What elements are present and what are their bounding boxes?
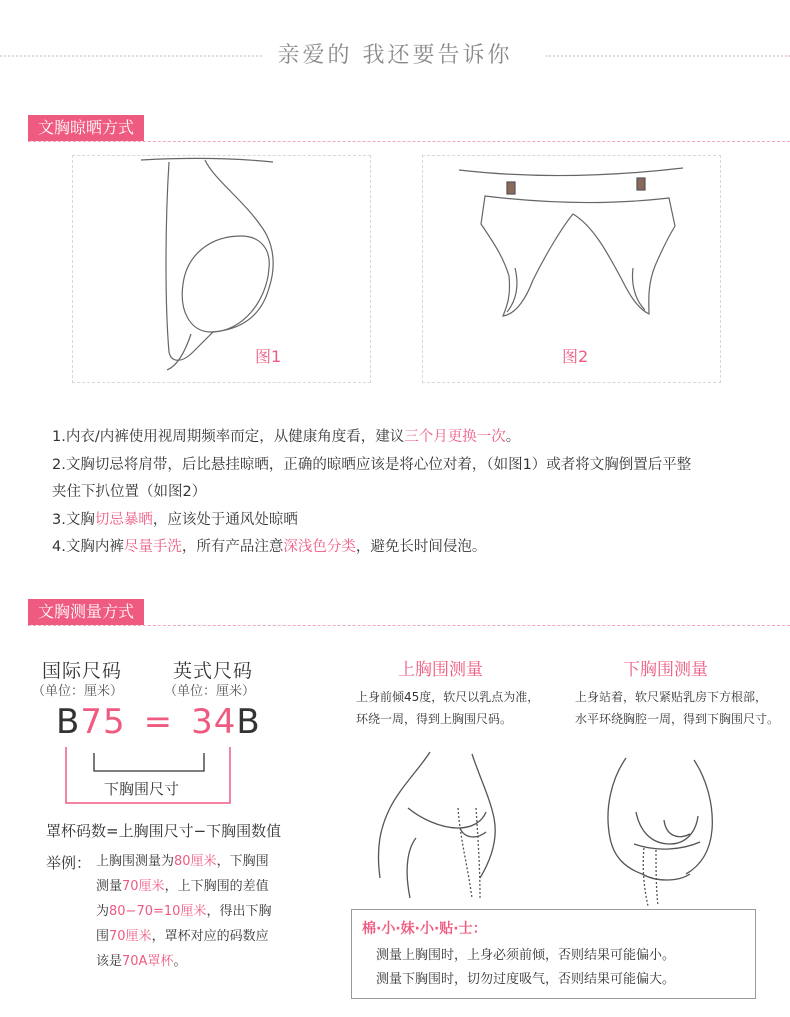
cup-formula: 罩杯码数=上胸围尺寸−下胸围数值 xyxy=(46,822,282,840)
example-line-3: 为80−70=10厘米，得出下胸 xyxy=(96,904,272,919)
figure-1-caption: 图1 xyxy=(255,347,282,366)
note-1: 1.内衣/内裤使用视周期频率而定，从健康角度看，建议三个月更换一次。 xyxy=(52,429,521,445)
section-label-drying: 文胸晾晒方式 xyxy=(28,115,144,141)
note-2: 2.文胸切忌将肩带，后比悬挂晾晒，正确的晾晒应该是将心位对着，（如图1）或者将文胸倒置后平整 xyxy=(52,456,692,473)
uk-size-unit: （单位：厘米） xyxy=(164,684,256,699)
upper-bust-title: 上胸围测量 xyxy=(398,660,483,680)
upper-bust-desc-2: 环绕一周，得到上胸围尺码。 xyxy=(356,712,513,726)
tips-title: 棉·小·妹·小·贴·士： xyxy=(362,921,487,937)
hanging-bra-side-illustration xyxy=(73,156,370,382)
example-line-2: 测量70厘米，上下胸围的差值 xyxy=(96,879,269,894)
section-label-measure: 文胸测量方式 xyxy=(28,599,144,625)
figure-2-caption: 图2 xyxy=(562,347,589,366)
upper-bust-desc-1: 上身前倾45度，软尺以乳点为准， xyxy=(356,690,540,704)
example-line-1: 上胸围测量为80厘米，下胸围 xyxy=(96,854,269,869)
intl-size-title: 国际尺码 xyxy=(42,660,123,682)
section-divider xyxy=(28,625,790,626)
tips-line-2: 测量下胸围时，切勿过度吸气，否则结果可能偏大。 xyxy=(376,972,676,987)
note-3: 3.文胸切忌暴晒，应该处于通风处晾晒 xyxy=(52,511,298,528)
lower-bust-title: 下胸围测量 xyxy=(623,660,708,680)
size-conversion-formula: B75 = 34B xyxy=(56,702,261,742)
example-line-4: 围70厘米，罩杯对应的码数应 xyxy=(96,929,269,944)
section-divider xyxy=(28,141,790,142)
example-label: 举例： xyxy=(46,854,92,872)
figure-2 xyxy=(422,155,721,383)
note-4: 4.文胸内裤尽量手洗，所有产品注意深浅色分类，避免长时间侵泡。 xyxy=(52,539,487,555)
intl-size-unit: （单位：厘米） xyxy=(32,684,124,699)
under-bust-label: 下胸围尺寸 xyxy=(104,780,180,798)
upper-bust-measure-illustration xyxy=(360,748,520,908)
care-notes xyxy=(52,424,772,562)
note-2-cont: 夹住下扒位置（如图2） xyxy=(52,484,207,500)
tips-line-1: 测量上胸围时，上身必须前倾，否则结果可能偏小。 xyxy=(376,948,676,963)
figure-1 xyxy=(72,155,371,383)
lower-bust-measure-illustration xyxy=(586,748,736,908)
page-title: 亲爱的 我还要告诉你 xyxy=(277,43,513,68)
lower-bust-desc-2: 水平环绕胸腔一周，得到下胸围尺寸。 xyxy=(575,712,780,726)
example-line-5: 该是70A罩杯。 xyxy=(96,954,187,969)
tips-box xyxy=(351,909,756,999)
lower-bust-desc-1: 上身站着，软尺紧贴乳房下方根部， xyxy=(575,690,768,704)
uk-size-title: 英式尺码 xyxy=(173,660,254,682)
